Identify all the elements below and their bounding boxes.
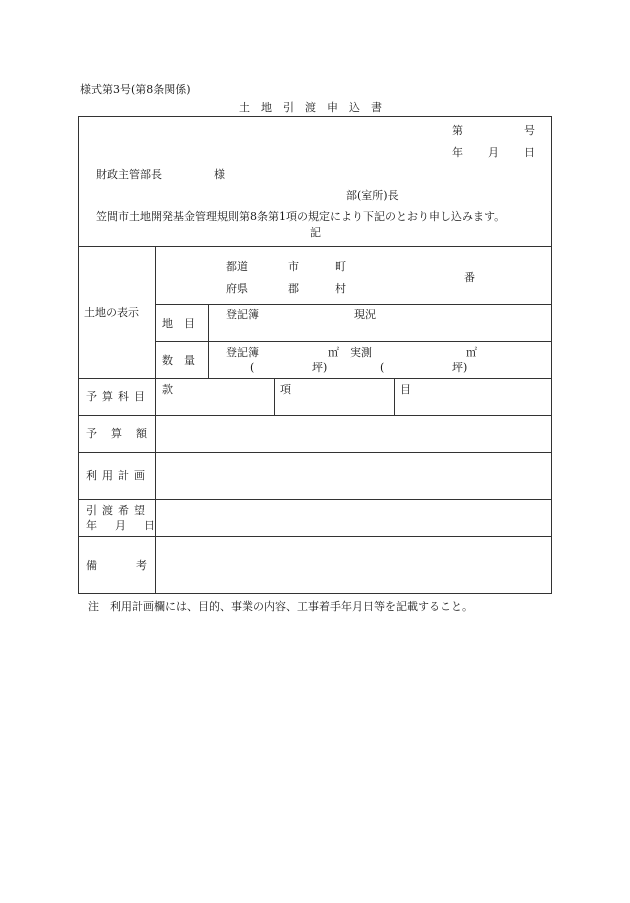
date-month: 月 — [488, 146, 499, 159]
registry-tsubo-open: ( — [250, 361, 255, 374]
form-number: 様式第3号(第8条関係) — [80, 83, 191, 96]
land-label: 土地の表示 — [84, 306, 139, 319]
row-divider — [78, 499, 552, 500]
chimoku-current: 現況 — [354, 308, 376, 321]
address-gun: 郡 — [288, 282, 299, 295]
addressee-honorific: 様 — [214, 168, 225, 181]
ki-heading: 記 — [310, 226, 321, 239]
form-title: 土地引渡申込書 — [239, 101, 393, 114]
budget-item-label: 予算科目 — [86, 390, 150, 403]
row-divider — [78, 536, 552, 537]
row-divider — [78, 415, 552, 416]
suuryou-label: 数 量 — [162, 354, 195, 367]
address-ban: 番 — [464, 271, 475, 284]
doc-number-prefix: 第 — [452, 124, 463, 137]
usage-plan-label: 利用計画 — [86, 469, 150, 482]
applicant-title: 部(室所)長 — [346, 189, 399, 202]
survey-tsubo-close: 坪) — [452, 361, 468, 374]
suuryou-registry-unit: ㎡ — [328, 346, 339, 359]
budget-kan: 款 — [162, 383, 173, 396]
row-divider — [155, 304, 552, 305]
address-todo: 都道 — [226, 260, 248, 273]
column-divider — [208, 304, 209, 378]
survey-tsubo-open: ( — [380, 361, 385, 374]
column-divider — [394, 378, 395, 415]
date-day: 日 — [524, 146, 535, 159]
row-divider — [78, 246, 552, 247]
application-statement: 笠間市土地開発基金管理規則第8条第1項の規定により下記のとおり申し込みます。 — [96, 210, 506, 223]
registry-tsubo-close: 坪) — [312, 361, 328, 374]
desired-date-label-1: 引渡希望 — [86, 504, 150, 517]
chimoku-label: 地 目 — [162, 317, 195, 330]
address-machi: 町 — [335, 260, 346, 273]
address-mura: 村 — [335, 282, 346, 295]
address-shi: 市 — [288, 260, 299, 273]
date-year: 年 — [452, 146, 463, 159]
row-divider — [78, 452, 552, 453]
suuryou-survey: 実測 — [350, 346, 372, 359]
addressee: 財政主管部長 — [96, 168, 162, 181]
address-fuken: 府県 — [226, 282, 248, 295]
doc-number-suffix: 号 — [524, 124, 535, 137]
desired-date-label-2: 年月日 — [86, 519, 173, 532]
column-divider — [274, 378, 275, 415]
suuryou-survey-unit: ㎡ — [466, 346, 477, 359]
chimoku-registry: 登記簿 — [226, 308, 259, 321]
budget-kou: 項 — [280, 383, 291, 396]
row-divider — [78, 378, 552, 379]
footnote: 注 利用計画欄には、目的、事業の内容、工事着手年月日等を記載すること。 — [88, 600, 473, 613]
budget-moku: 目 — [400, 383, 411, 396]
suuryou-registry: 登記簿 — [226, 346, 259, 359]
budget-amount-label: 予算額 — [86, 427, 161, 440]
column-divider — [155, 246, 156, 594]
remarks-label: 備考 — [86, 559, 186, 572]
row-divider — [155, 341, 552, 342]
